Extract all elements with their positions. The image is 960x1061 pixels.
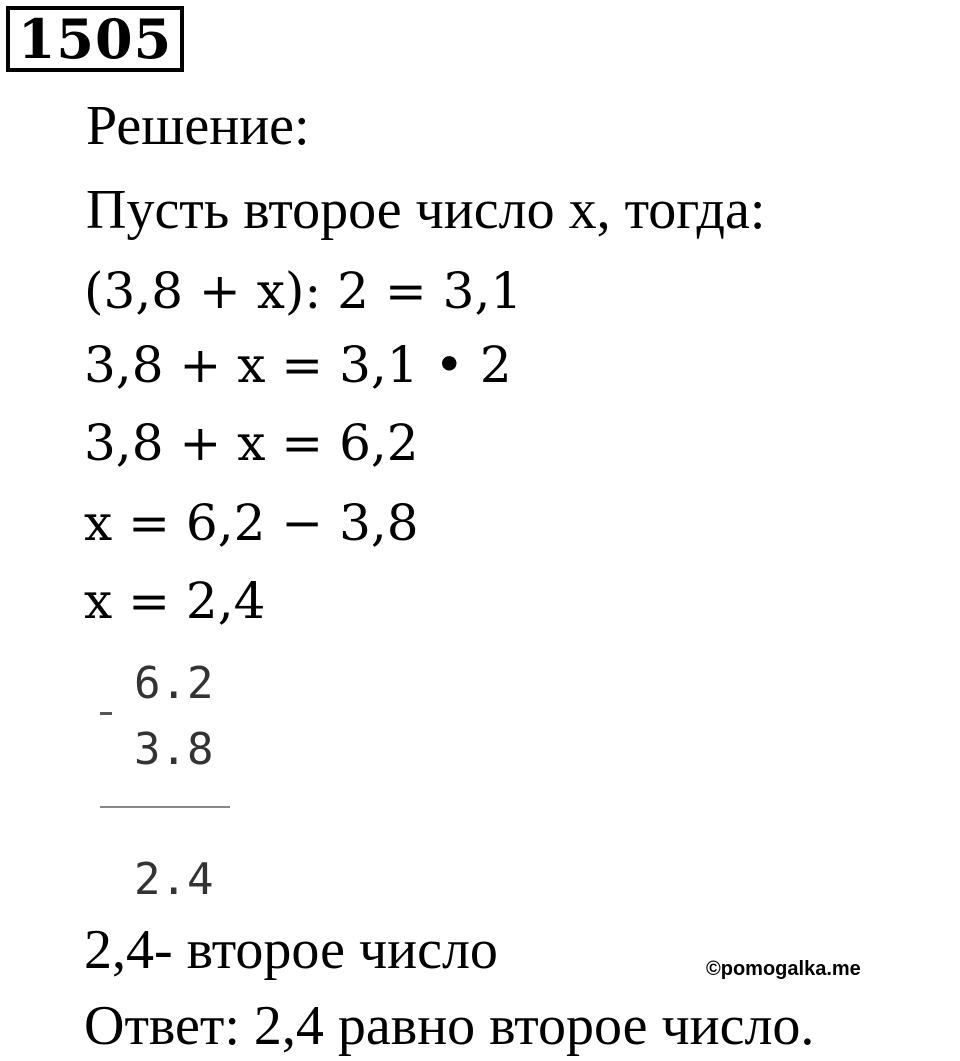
equation-5: x = 2,4 [84,572,266,630]
column-minuend: 6.2 [134,658,214,709]
column-divider-line [100,806,230,808]
equation-3: 3,8 + x = 6,2 [84,414,419,472]
equation-4: x = 6,2 − 3,8 [84,494,419,552]
equation-1: (3,8 + x): 2 = 3,1 [84,262,523,320]
watermark: ©pomogalka.me [706,958,861,980]
problem-number-box [6,6,184,72]
column-result: 2.4 [134,854,214,905]
solution-label: Решение: [86,95,310,157]
equation-2: 3,8 + x = 3,1 • 2 [84,336,512,394]
minus-sign [100,712,112,715]
conclusion-text: 2,4- второе число [84,919,498,981]
column-subtrahend: 3.8 [134,724,214,775]
intro-text: Пусть второе число x, тогда: [86,179,766,241]
answer-text: Ответ: 2,4 равно второе число. [84,995,815,1057]
problem-number: 1505 [17,7,173,71]
